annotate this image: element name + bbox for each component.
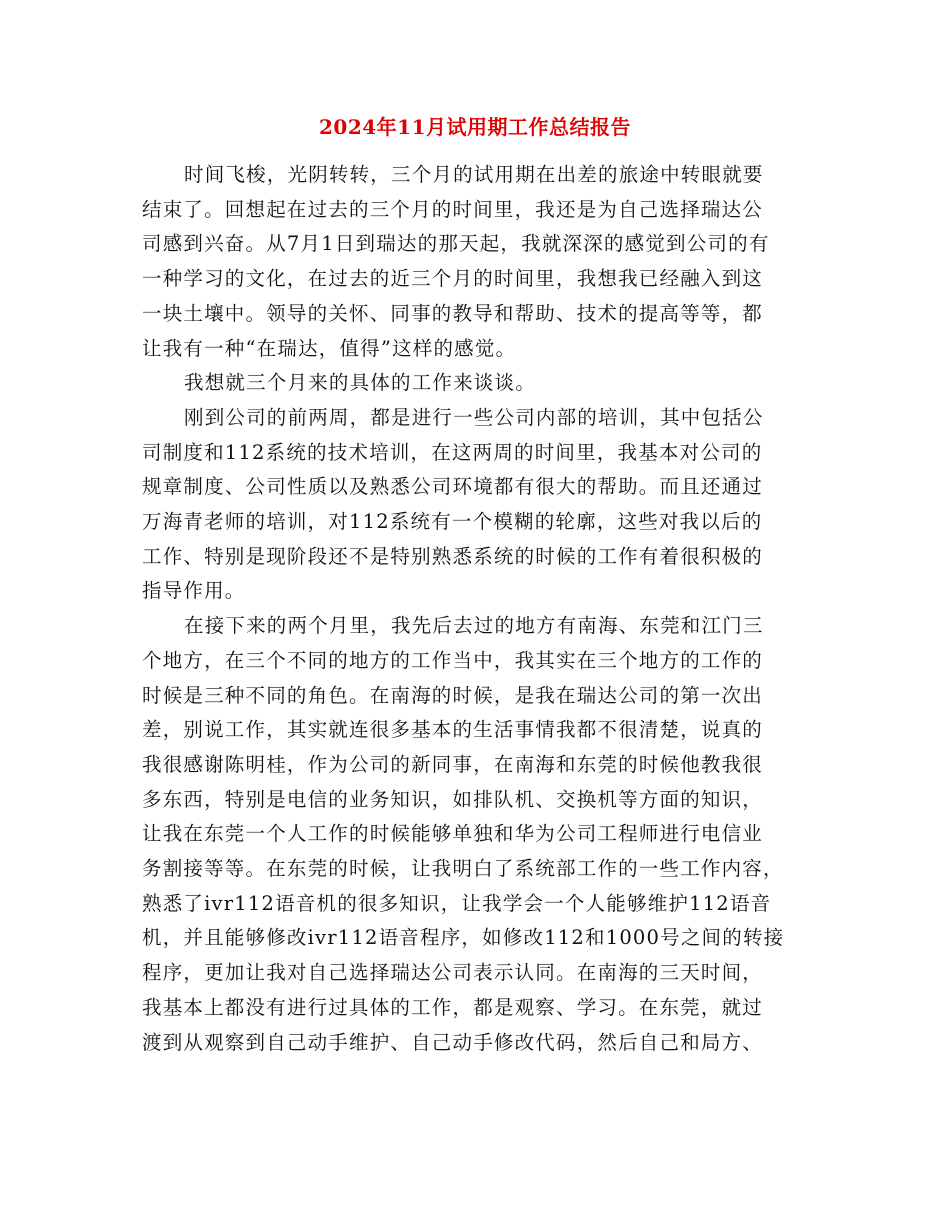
body-line: 渡到从观察到自己动手维护、自己动手修改代码，然后自己和局方、: [142, 1030, 764, 1054]
body-line: 机，并且能够修改ivr112语音程序，如修改112和1000号之间的转接: [142, 926, 785, 950]
body-line: 让我有一种“在瑞达，值得”这样的感觉。: [142, 336, 517, 360]
body-line: 熟悉了ivr112语音机的很多知识，让我学会一个人能够维护112语音: [142, 891, 772, 915]
body-line: 我想就三个月来的具体的工作来谈谈。: [184, 371, 536, 395]
body-line: 在接下来的两个月里，我先后去过的地方有南海、东莞和江门三: [184, 614, 764, 638]
body-line: 一种学习的文化，在过去的近三个月的时间里，我想我已经融入到这: [142, 267, 764, 291]
body-line: 时间飞梭，光阴转转，三个月的试用期在出差的旅途中转眼就要: [184, 163, 764, 186]
body-line: 司制度和112系统的技术培训，在这两周的时间里，我基本对公司的: [142, 440, 763, 464]
body-line: 让我在东莞一个人工作的时候能够单独和华为公司工程师进行电信业: [142, 822, 764, 846]
document-body: [142, 158, 810, 1060]
body-line: 指导作用。: [142, 579, 246, 603]
body-line: 万海青老师的培训，对112系统有一个模糊的轮廓，这些对我以后的: [142, 510, 763, 534]
body-line: 司感到兴奋。从7月1日到瑞达的那天起，我就深深的感觉到公司的有: [142, 232, 770, 256]
body-line: 规章制度、公司性质以及熟悉公司环境都有很大的帮助。而且还通过: [142, 475, 764, 499]
document-title: 2024年11月试用期工作总结报告: [319, 115, 631, 139]
body-line: 务割接等等。在东莞的时候，让我明白了系统部工作的一些工作内容，: [142, 857, 784, 881]
body-line: 工作、特别是现阶段还不是特别熟悉系统的时候的工作有着很积极的: [142, 544, 764, 568]
body-line: 我基本上都没有进行过具体的工作，都是观察、学习。在东莞，就过: [142, 995, 764, 1019]
body-line: 刚到公司的前两周，都是进行一些公司内部的培训，其中包括公: [184, 405, 764, 429]
body-line: 差，别说工作，其实就连很多基本的生活事情我都不很清楚，说真的: [142, 718, 764, 742]
body-line: 一块土壤中。领导的关怀、同事的教导和帮助、技术的提高等等，都: [142, 301, 764, 325]
body-line: 个地方，在三个不同的地方的工作当中，我其实在三个地方的工作的: [142, 648, 764, 672]
body-line: 结束了。回想起在过去的三个月的时间里，我还是为自己选择瑞达公: [142, 197, 764, 221]
body-line: 多东西，特别是电信的业务知识，如排队机、交换机等方面的知识，: [142, 787, 764, 811]
body-line: 我很感谢陈明桂，作为公司的新同事，在南海和东莞的时候他教我很: [142, 752, 764, 776]
body-line: 时候是三种不同的角色。在南海的时候，是我在瑞达公司的第一次出: [142, 683, 764, 707]
body-line: 程序，更加让我对自己选择瑞达公司表示认同。在南海的三天时间，: [142, 961, 764, 985]
